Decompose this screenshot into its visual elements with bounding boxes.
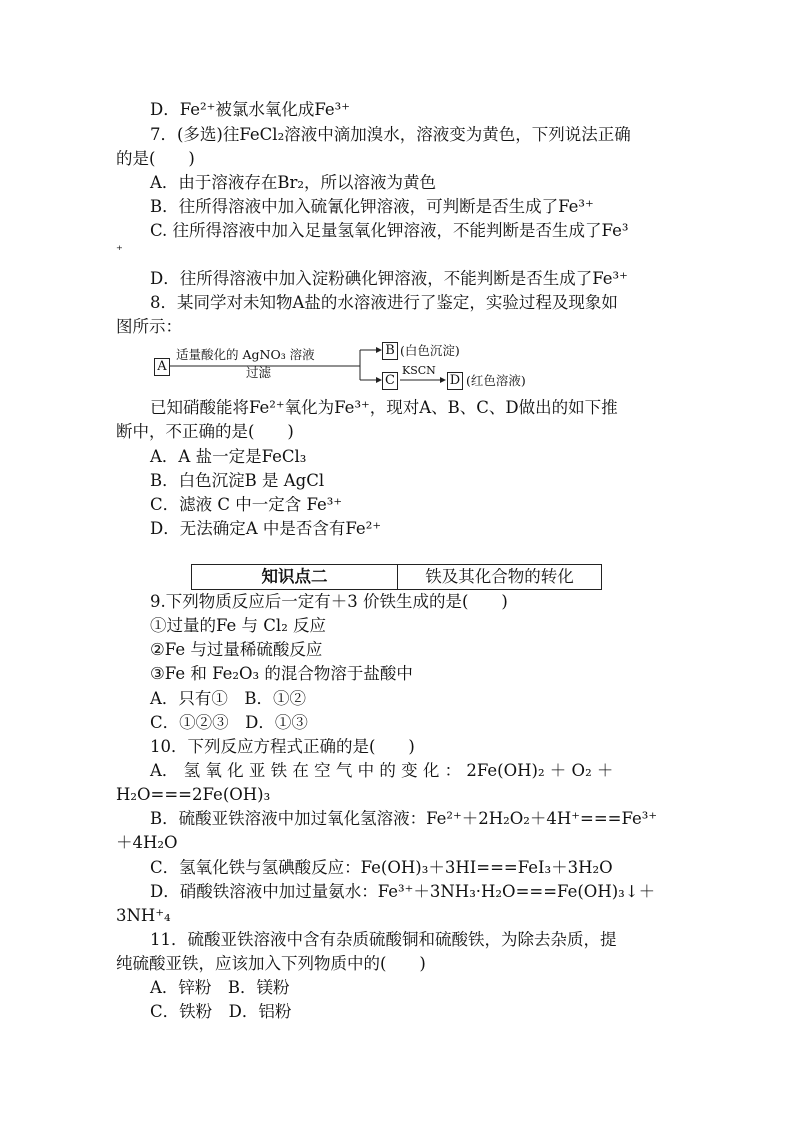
q6-option-d: D．Fe²⁺被氯水氧化成Fe³⁺ <box>150 100 350 119</box>
diagram-b-note: (白色沉淀) <box>400 343 460 358</box>
q10-option-d-line1: D．硝酸铁溶液中加过量氨水：Fe³⁺＋3NH₃·H₂O===Fe(OH)₃↓＋ <box>150 882 656 901</box>
q7-stem-line1: 7．(多选)往FeCl₂溶液中滴加溴水，溶液变为黄色，下列说法正确 <box>150 125 631 144</box>
q7-option-c-wrap: ⁺ <box>116 243 123 258</box>
q7-option-c: C. 往所得溶液中加入足量氢氧化钾溶液，不能判断是否生成了Fe³ <box>150 221 629 240</box>
diagram-box-b: B <box>382 342 398 360</box>
q11-options-cd: C．铁粉 D．铝粉 <box>150 1002 292 1021</box>
diagram-box-c: C <box>382 372 398 390</box>
q11-stem-line1: 11．硫酸亚铁溶液中含有杂质硫酸铜和硫酸铁，为除去杂质，提 <box>150 930 617 949</box>
q9-stem: 9.下列物质反应后一定有＋3 价铁生成的是( ) <box>150 592 508 611</box>
diagram-reagent-bottom: 过滤 <box>246 365 272 380</box>
q10-option-c: C．氢氧化铁与氢碘酸反应：Fe(OH)₃＋3HI===FeI₃＋3H₂O <box>150 858 613 877</box>
q7-option-b: B．往所得溶液中加入硫氰化钾溶液，可判断是否生成了Fe³⁺ <box>150 197 594 216</box>
q10-option-b-line2: ＋4H₂O <box>116 833 178 852</box>
q9-item2: ②Fe 与过量稀硫酸反应 <box>150 640 323 659</box>
q7-option-d: D．往所得溶液中加入淀粉碘化钾溶液，不能判断是否生成了Fe³⁺ <box>150 269 628 288</box>
diagram-d-note: (红色溶液) <box>466 373 526 388</box>
knowledge-point-label: 知识点二 <box>192 565 398 589</box>
q10-option-a-line2: H₂O===2Fe(OH)₃ <box>116 785 271 804</box>
q8-info-line1: 已知硝酸能将Fe²⁺氧化为Fe³⁺，现对A、B、C、D做出的如下推 <box>150 398 618 417</box>
q10-option-d-line2: 3NH⁺₄ <box>116 906 171 925</box>
q8-stem-line2: 图所示： <box>116 317 182 336</box>
q8-option-d: D．无法确定A 中是否含有Fe²⁺ <box>150 519 382 538</box>
q10-stem: 10．下列反应方程式正确的是( ) <box>150 737 415 756</box>
diagram-kscn: KSCN <box>402 364 436 377</box>
diagram-box-d: D <box>447 372 463 390</box>
q9-item3: ③Fe 和 Fe₂O₃ 的混合物溶于盐酸中 <box>150 664 413 683</box>
diagram-box-a: A <box>154 358 170 376</box>
q9-item1: ①过量的Fe 与 Cl₂ 反应 <box>150 616 327 635</box>
diagram-reagent-top: 适量酸化的 AgNO₃ 溶液 <box>176 347 315 362</box>
q8-option-b: B．白色沉淀B 是 AgCl <box>150 471 325 490</box>
q8-option-c: C．滤液 C 中一定含 Fe³⁺ <box>150 495 343 514</box>
q8-info-line2: 断中，不正确的是( ) <box>116 422 294 441</box>
q8-flow-diagram <box>150 340 570 392</box>
q10-option-a-line1: A． 氢 氧 化 亚 铁 在 空 气 中 的 变 化 ： 2Fe(OH)₂ ＋ O₂ ＋ <box>150 761 614 780</box>
q10-option-b-line1: B．硫酸亚铁溶液中加过氧化氢溶液：Fe²⁺＋2H₂O₂＋4H⁺===Fe³⁺ <box>150 809 658 828</box>
q11-options-ab: A．锌粉 B．镁粉 <box>150 978 290 997</box>
q7-option-a: A．由于溶液存在Br₂，所以溶液为黄色 <box>150 173 437 192</box>
q7-stem-line2: 的是( ) <box>116 149 195 168</box>
q9-options-cd: C．①②③ D．①③ <box>150 713 308 732</box>
knowledge-point-header <box>191 564 602 590</box>
q11-stem-line2: 纯硫酸亚铁，应该加入下列物质中的( ) <box>116 954 426 973</box>
q8-stem-line1: 8．某同学对未知物A盐的水溶液进行了鉴定，实验过程及现象如 <box>150 293 618 312</box>
knowledge-point-title: 铁及其化合物的转化 <box>425 567 574 586</box>
q8-option-a: A．A 盐一定是FeCl₃ <box>150 447 307 466</box>
q9-options-ab: A．只有① B．①② <box>150 689 307 708</box>
